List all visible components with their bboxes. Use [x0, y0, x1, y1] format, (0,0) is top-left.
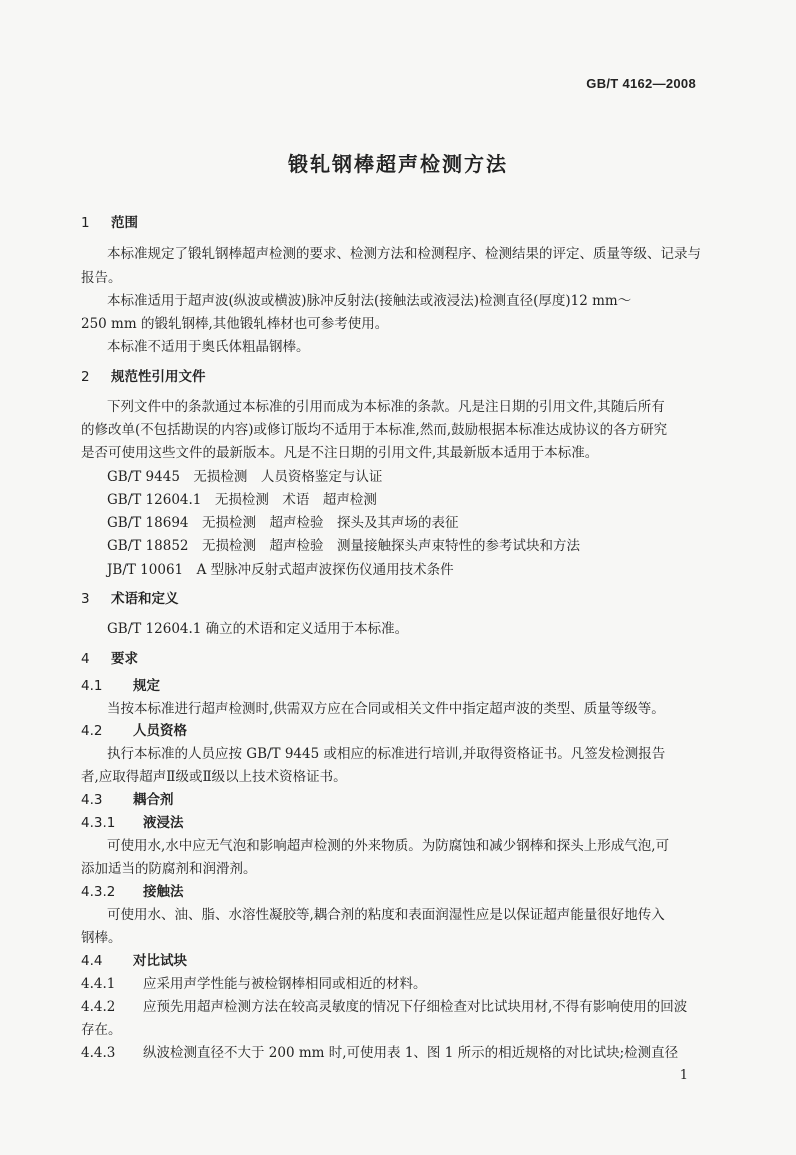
- subsection-label: 对比试块: [133, 953, 187, 969]
- subsection-number: 4.1: [81, 678, 103, 694]
- subsection-label: 接触法: [143, 884, 184, 900]
- reference-item: GB/T 18852 无损检测 超声检验 测量接触探头声束特性的参考试块和方法: [107, 538, 580, 554]
- subsection-4-3-heading: [81, 791, 174, 809]
- clause-4-4-3: [81, 1044, 678, 1062]
- section-3-heading: [81, 590, 179, 608]
- paragraph-line: 报告。: [81, 270, 122, 286]
- subsection-label: 人员资格: [133, 723, 187, 739]
- subsection-4-3-1-heading: [81, 814, 184, 832]
- paragraph-line: 可使用水、油、脂、水溶性凝胶等,耦合剂的粘度和表面润湿性应是以保证超声能量很好地传入: [107, 907, 665, 923]
- paragraph-line: GB/T 12604.1 确立的术语和定义适用于本标准。: [107, 621, 409, 637]
- subsection-4-3-2-heading: [81, 883, 184, 901]
- section-number: 3: [81, 591, 90, 607]
- clause-number: 4.4.3: [81, 1045, 116, 1061]
- subsection-number: 4.4: [81, 953, 103, 969]
- section-number: 1: [81, 215, 90, 231]
- paragraph-line: 可使用水,水中应无气泡和影响超声检测的外来物质。为防腐蚀和减少钢棒和探头上形成气泡,可: [107, 838, 670, 854]
- standard-code: GB/T 4162—2008: [586, 76, 696, 91]
- subsection-4-1-heading: [81, 677, 160, 695]
- section-label: 要求: [111, 651, 138, 667]
- paragraph-line: 执行本标准的人员应按 GB/T 9445 或相应的标准进行培训,并取得资格证书。凡签发检测报告: [107, 746, 666, 762]
- paragraph-line: 下列文件中的条款通过本标准的引用而成为本标准的条款。凡是注日期的引用文件,其随后所有: [107, 399, 665, 415]
- section-label: 术语和定义: [111, 591, 179, 607]
- paragraph-line: 本标准适用于超声波(纵波或横波)脉冲反射法(接触法或液浸法)检测直径(厚度)12 mm～: [107, 293, 632, 309]
- section-2-heading: [81, 368, 206, 386]
- reference-item: GB/T 12604.1 无损检测 术语 超声检测: [107, 492, 377, 508]
- clause-number: 4.4.2: [81, 999, 116, 1015]
- page-number: 1: [679, 1068, 688, 1083]
- reference-item: GB/T 18694 无损检测 超声检验 探头及其声场的表征: [107, 515, 459, 531]
- section-label: 规范性引用文件: [111, 369, 206, 385]
- section-label: 范围: [111, 215, 138, 231]
- reference-item: JB/T 10061 A 型脉冲反射式超声波探伤仪通用技术条件: [107, 562, 454, 578]
- paragraph-line: 添加适当的防腐剂和润滑剂。: [81, 861, 257, 877]
- paragraph-line: 者,应取得超声Ⅱ级或Ⅱ级以上技术资格证书。: [81, 769, 347, 785]
- section-1-heading: [81, 214, 138, 232]
- reference-item: GB/T 9445 无损检测 人员资格鉴定与认证: [107, 469, 383, 485]
- paragraph-line: 250 mm 的锻轧钢棒,其他锻轧棒材也可参考使用。: [81, 316, 389, 332]
- clause-text: 应采用声学性能与被检钢棒相同或相近的材料。: [143, 976, 427, 992]
- paragraph-line: 的修改单(不包括勘误的内容)或修订版均不适用于本标准,然而,鼓励根据本标准达成协议的各方研究: [81, 422, 668, 438]
- clause-4-4-1: [81, 975, 427, 993]
- clause-text: 纵波检测直径不大于 200 mm 时,可使用表 1、图 1 所示的相近规格的对比试块;检测直径: [143, 1045, 679, 1061]
- subsection-label: 规定: [133, 678, 160, 694]
- clause-text: 应预先用超声检测方法在较高灵敏度的情况下仔细检查对比试块用材,不得有影响使用的回波: [143, 999, 688, 1015]
- section-4-heading: [81, 650, 138, 668]
- paragraph-line: 本标准规定了锻轧钢棒超声检测的要求、检测方法和检测程序、检测结果的评定、质量等级、记录与: [107, 246, 701, 262]
- clause-4-4-2: [81, 998, 687, 1016]
- section-number: 2: [81, 369, 90, 385]
- paragraph-line: 存在。: [81, 1022, 122, 1038]
- subsection-label: 液浸法: [143, 815, 184, 831]
- subsection-number: 4.3.1: [81, 815, 116, 831]
- subsection-4-4-heading: [81, 952, 187, 970]
- section-number: 4: [81, 651, 90, 667]
- paragraph-line: 本标准不适用于奥氏体粗晶钢棒。: [107, 339, 310, 355]
- subsection-4-2-heading: [81, 722, 187, 740]
- paragraph-line: 当按本标准进行超声检测时,供需双方应在合同或相关文件中指定超声波的类型、质量等级等。: [107, 701, 665, 717]
- paragraph-line: 是否可使用这些文件的最新版本。凡是不注日期的引用文件,其最新版本适用于本标准。: [81, 445, 599, 461]
- subsection-number: 4.2: [81, 723, 103, 739]
- subsection-number: 4.3: [81, 792, 103, 808]
- subsection-number: 4.3.2: [81, 884, 116, 900]
- clause-number: 4.4.1: [81, 976, 116, 992]
- document-title: 锻轧钢棒超声检测方法: [288, 152, 508, 176]
- subsection-label: 耦合剂: [133, 792, 174, 808]
- paragraph-line: 钢棒。: [81, 930, 122, 946]
